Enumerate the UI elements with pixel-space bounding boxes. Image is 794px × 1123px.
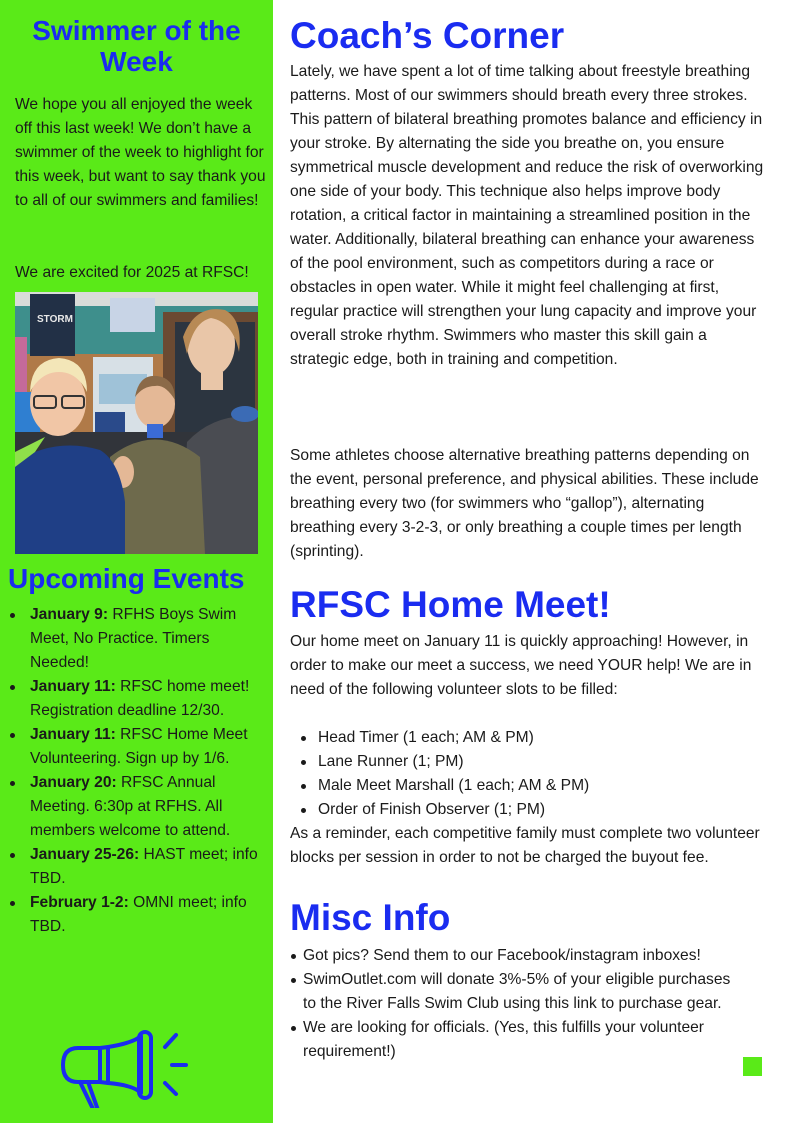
event-text: HAST meet; info TBD. — [30, 846, 258, 887]
misc-item: Got pics? Send them to our Facebook/instagram inboxes! — [303, 944, 743, 968]
event-item — [30, 771, 273, 843]
volunteer-slots-list — [290, 726, 589, 822]
event-text: RFSC home meet! Registration deadline 12/30. — [30, 678, 250, 719]
home-meet-title: RFSC Home Meet! — [290, 584, 611, 625]
upcoming-events-title: Upcoming Events — [8, 563, 245, 594]
event-item — [30, 675, 273, 723]
event-date: January 11: — [30, 726, 116, 743]
event-text: RFSC Home Meet Volunteering. Sign up by 1/6. — [30, 726, 248, 767]
svg-text:STORM: STORM — [37, 314, 73, 325]
event-date: February 1-2: — [30, 894, 129, 911]
misc-item: We are looking for officials. (Yes, this fulfills your volunteer requirement!) — [303, 1016, 743, 1064]
volunteer-slot: Head Timer (1 each; AM & PM) — [318, 726, 589, 750]
swimmer-of-week-title: Swimmer of the Week — [32, 15, 241, 77]
volunteer-slot: Lane Runner (1; PM) — [318, 750, 589, 774]
misc-info-list — [290, 944, 743, 1064]
event-item — [30, 891, 273, 939]
megaphone-icon — [58, 1013, 203, 1108]
misc-item[interactable]: SwimOutlet.com will donate 3%-5% of your eligible purchases to the River Falls Swim Club using this link to purchase gear. — [303, 968, 743, 1016]
event-date: January 20: — [30, 774, 117, 791]
home-meet-intro: Our home meet on January 11 is quickly approaching! However, in order to make our meet a success, we need YOUR help! We are in need of the following volunteer slots to be filled: — [290, 633, 752, 698]
swimmer-of-week-text: We hope you all enjoyed the week off this last week! We don’t have a swimmer of the week to highlight for this week, but want to say thank you to all of our swimmers and families! — [15, 96, 266, 209]
decorative-square — [743, 1057, 762, 1076]
coaches-corner-title: Coach’s Corner — [290, 15, 565, 56]
photo-of-three-swimmers-icon — [15, 292, 258, 554]
events-list — [0, 603, 273, 939]
sidebar — [0, 0, 273, 1123]
volunteer-slot: Male Meet Marshall (1 each; AM & PM) — [318, 774, 589, 798]
event-item — [30, 723, 273, 771]
event-text: RFSC Annual Meeting. 6:30p at RFHS. All members welcome to attend. — [30, 774, 231, 839]
main-content — [273, 0, 794, 1123]
home-meet-reminder: As a reminder, each competitive family must complete two volunteer blocks per session in order to not be charged the buyout fee. — [290, 825, 760, 866]
event-date: January 25-26: — [30, 846, 140, 863]
event-date: January 11: — [30, 678, 116, 695]
event-text: OMNI meet; info TBD. — [30, 894, 247, 935]
swimmers-photo — [15, 292, 258, 554]
coaches-corner-paragraph-2: Some athletes choose alternative breathing patterns depending on the event, personal preference, and physical abilities. These include breathing every two (for swimmers who “gallop”), alternating breathing every 3-2-3, or only breathing a couple times per length (sprinting). — [290, 447, 759, 560]
event-text: RFHS Boys Swim Meet, No Practice. Timers Needed! — [30, 606, 237, 671]
misc-info-title: Misc Info — [290, 897, 451, 938]
volunteer-slot: Order of Finish Observer (1; PM) — [318, 798, 589, 822]
event-item — [30, 843, 273, 891]
event-date: January 9: — [30, 606, 109, 623]
coaches-corner-paragraph-1: Lately, we have spent a lot of time talking about freestyle breathing patterns. Most of our swimmers should breath every three strokes. This pattern of bilateral breathing promotes balance and efficiency in your stroke. By alternating the side you breathe on, you ensure symmetrical muscle development and reduce the risk of overworking one side of your body. This technique also helps improve body rotation, a critical factor in maintaining a streamlined position in the water. Additionally, bilateral breathing can enhance your awareness of the pool environment, such as competitors during a race or obstacles in open water. While it might feel challenging at first, regular practice will strengthen your lung capacity and improve your overall stroke rhythm. Swimmers who master this skill gain a strategic edge, both in training and competition. — [290, 63, 764, 368]
excited-text: We are excited for 2025 at RFSC! — [15, 264, 249, 281]
event-item — [30, 603, 273, 675]
